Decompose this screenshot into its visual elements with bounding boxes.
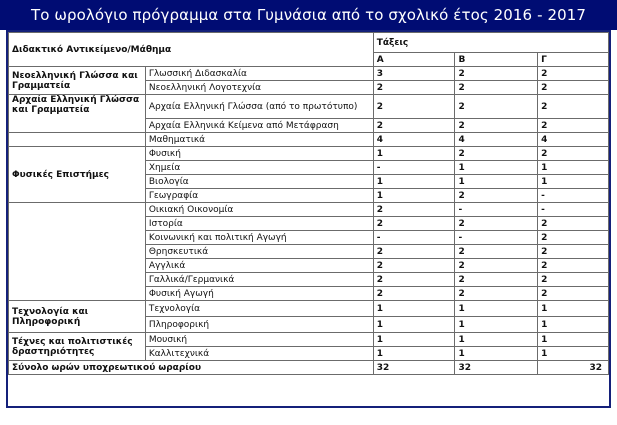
value-c: 2 (538, 245, 609, 259)
value-b: 1 (455, 333, 538, 347)
total-label: Σύνολο ωρών υποχρεωτικού ωραρίου (9, 361, 374, 375)
total-b: 32 (455, 361, 538, 375)
value-b: 2 (455, 189, 538, 203)
subject-cell: Θρησκευτικά (145, 245, 373, 259)
value-c: 2 (538, 231, 609, 245)
value-b: 2 (455, 67, 538, 81)
header-row (9, 33, 609, 53)
value-a: 2 (373, 95, 455, 119)
empty-group-cell (9, 133, 146, 147)
value-a: 1 (373, 317, 455, 333)
value-b: 1 (455, 175, 538, 189)
table-frame (6, 30, 611, 408)
table-row (9, 67, 609, 81)
value-c: 2 (538, 287, 609, 301)
subject-cell: Γαλλικά/Γερμανικά (145, 273, 373, 287)
value-c: - (538, 189, 609, 203)
table-row (9, 147, 609, 161)
value-b: 2 (455, 259, 538, 273)
value-c: 1 (538, 333, 609, 347)
value-a: 2 (373, 81, 455, 95)
value-a: 1 (373, 333, 455, 347)
value-a: 4 (373, 133, 455, 147)
table-row (9, 95, 609, 119)
value-a: 2 (373, 245, 455, 259)
subject-cell: Νεοελληνική Λογοτεχνία (145, 81, 373, 95)
value-a: 2 (373, 203, 455, 217)
subject-cell: Γλωσσική Διδασκαλία (145, 67, 373, 81)
value-a: 3 (373, 67, 455, 81)
subject-header: Διδακτικό Αντικείμενο/Μάθημα (9, 33, 374, 67)
subject-cell: Κοινωνική και πολιτική Αγωγή (145, 231, 373, 245)
value-b: - (455, 231, 538, 245)
value-b: 1 (455, 301, 538, 317)
value-b: 2 (455, 273, 538, 287)
total-a: 32 (373, 361, 455, 375)
timetable (8, 32, 609, 375)
value-b: 2 (455, 217, 538, 231)
table-row (9, 133, 609, 147)
value-c: - (538, 203, 609, 217)
table-row (9, 203, 609, 217)
value-a: 1 (373, 189, 455, 203)
value-c: 2 (538, 217, 609, 231)
group-physics: Φυσικές Επιστήμες (9, 147, 146, 203)
class-label-a: Α (373, 53, 455, 67)
value-b: 2 (455, 81, 538, 95)
value-a: - (373, 231, 455, 245)
subject-cell: Φυσική Αγωγή (145, 287, 373, 301)
value-b: 2 (455, 147, 538, 161)
value-b: 2 (455, 287, 538, 301)
subject-cell: Χημεία (145, 161, 373, 175)
value-a: 1 (373, 347, 455, 361)
value-c: 1 (538, 175, 609, 189)
empty-group-cell (9, 203, 146, 301)
group-language: Νεοελληνική Γλώσσα και Γραμματεία (9, 67, 146, 95)
subject-cell: Ιστορία (145, 217, 373, 231)
value-c: 2 (538, 95, 609, 119)
subject-cell: Αρχαία Ελληνικά Κείμενα από Μετάφραση (145, 119, 373, 133)
value-b: 1 (455, 317, 538, 333)
subject-cell: Τεχνολογία (145, 301, 373, 317)
group-ancient: Αρχαία Ελληνική Γλώσσα και Γραμματεία (9, 95, 146, 133)
value-a: 1 (373, 147, 455, 161)
subject-cell: Μουσική (145, 333, 373, 347)
subject-cell: Καλλιτεχνικά (145, 347, 373, 361)
classes-header: Τάξεις (373, 33, 608, 53)
value-a: 1 (373, 301, 455, 317)
value-a: 2 (373, 287, 455, 301)
value-c: 2 (538, 119, 609, 133)
value-a: 2 (373, 119, 455, 133)
value-b: 2 (455, 119, 538, 133)
value-c: 4 (538, 133, 609, 147)
subject-cell: Οικιακή Οικονομία (145, 203, 373, 217)
subject-cell: Αρχαία Ελληνική Γλώσσα (από το πρωτότυπο) (145, 95, 373, 119)
value-a: 2 (373, 259, 455, 273)
subject-cell: Φυσική (145, 147, 373, 161)
value-c: 1 (538, 317, 609, 333)
subject-cell: Πληροφορική (145, 317, 373, 333)
value-c: 1 (538, 161, 609, 175)
value-c: 1 (538, 301, 609, 317)
subject-cell: Μαθηματικά (145, 133, 373, 147)
class-label-c: Γ (538, 53, 609, 67)
value-a: 1 (373, 175, 455, 189)
value-c: 1 (538, 347, 609, 361)
value-c: 2 (538, 273, 609, 287)
group-arts: Τέχνες και πολιτιστικές δραστηριότητες (9, 333, 146, 361)
value-c: 2 (538, 81, 609, 95)
value-c: 2 (538, 147, 609, 161)
total-row (9, 361, 609, 375)
total-c: 32 (538, 361, 609, 375)
value-a: - (373, 161, 455, 175)
table-row (9, 333, 609, 347)
value-b: - (455, 203, 538, 217)
subject-cell: Αγγλικά (145, 259, 373, 273)
value-b: 4 (455, 133, 538, 147)
table-panel (8, 32, 609, 406)
subject-cell: Βιολογία (145, 175, 373, 189)
subject-cell: Γεωγραφία (145, 189, 373, 203)
value-b: 2 (455, 245, 538, 259)
value-b: 2 (455, 95, 538, 119)
value-c: 2 (538, 259, 609, 273)
value-c: 2 (538, 67, 609, 81)
page-title: Το ωρολόγιο πρόγραμμα στα Γυμνάσια από το σχολικό έτος 2016 - 2017 (0, 0, 617, 30)
value-a: 2 (373, 273, 455, 287)
value-a: 2 (373, 217, 455, 231)
value-b: 1 (455, 161, 538, 175)
table-row (9, 301, 609, 317)
value-b: 1 (455, 347, 538, 361)
group-technology: Τεχνολογία και Πληροφορική (9, 301, 146, 333)
class-label-b: Β (455, 53, 538, 67)
